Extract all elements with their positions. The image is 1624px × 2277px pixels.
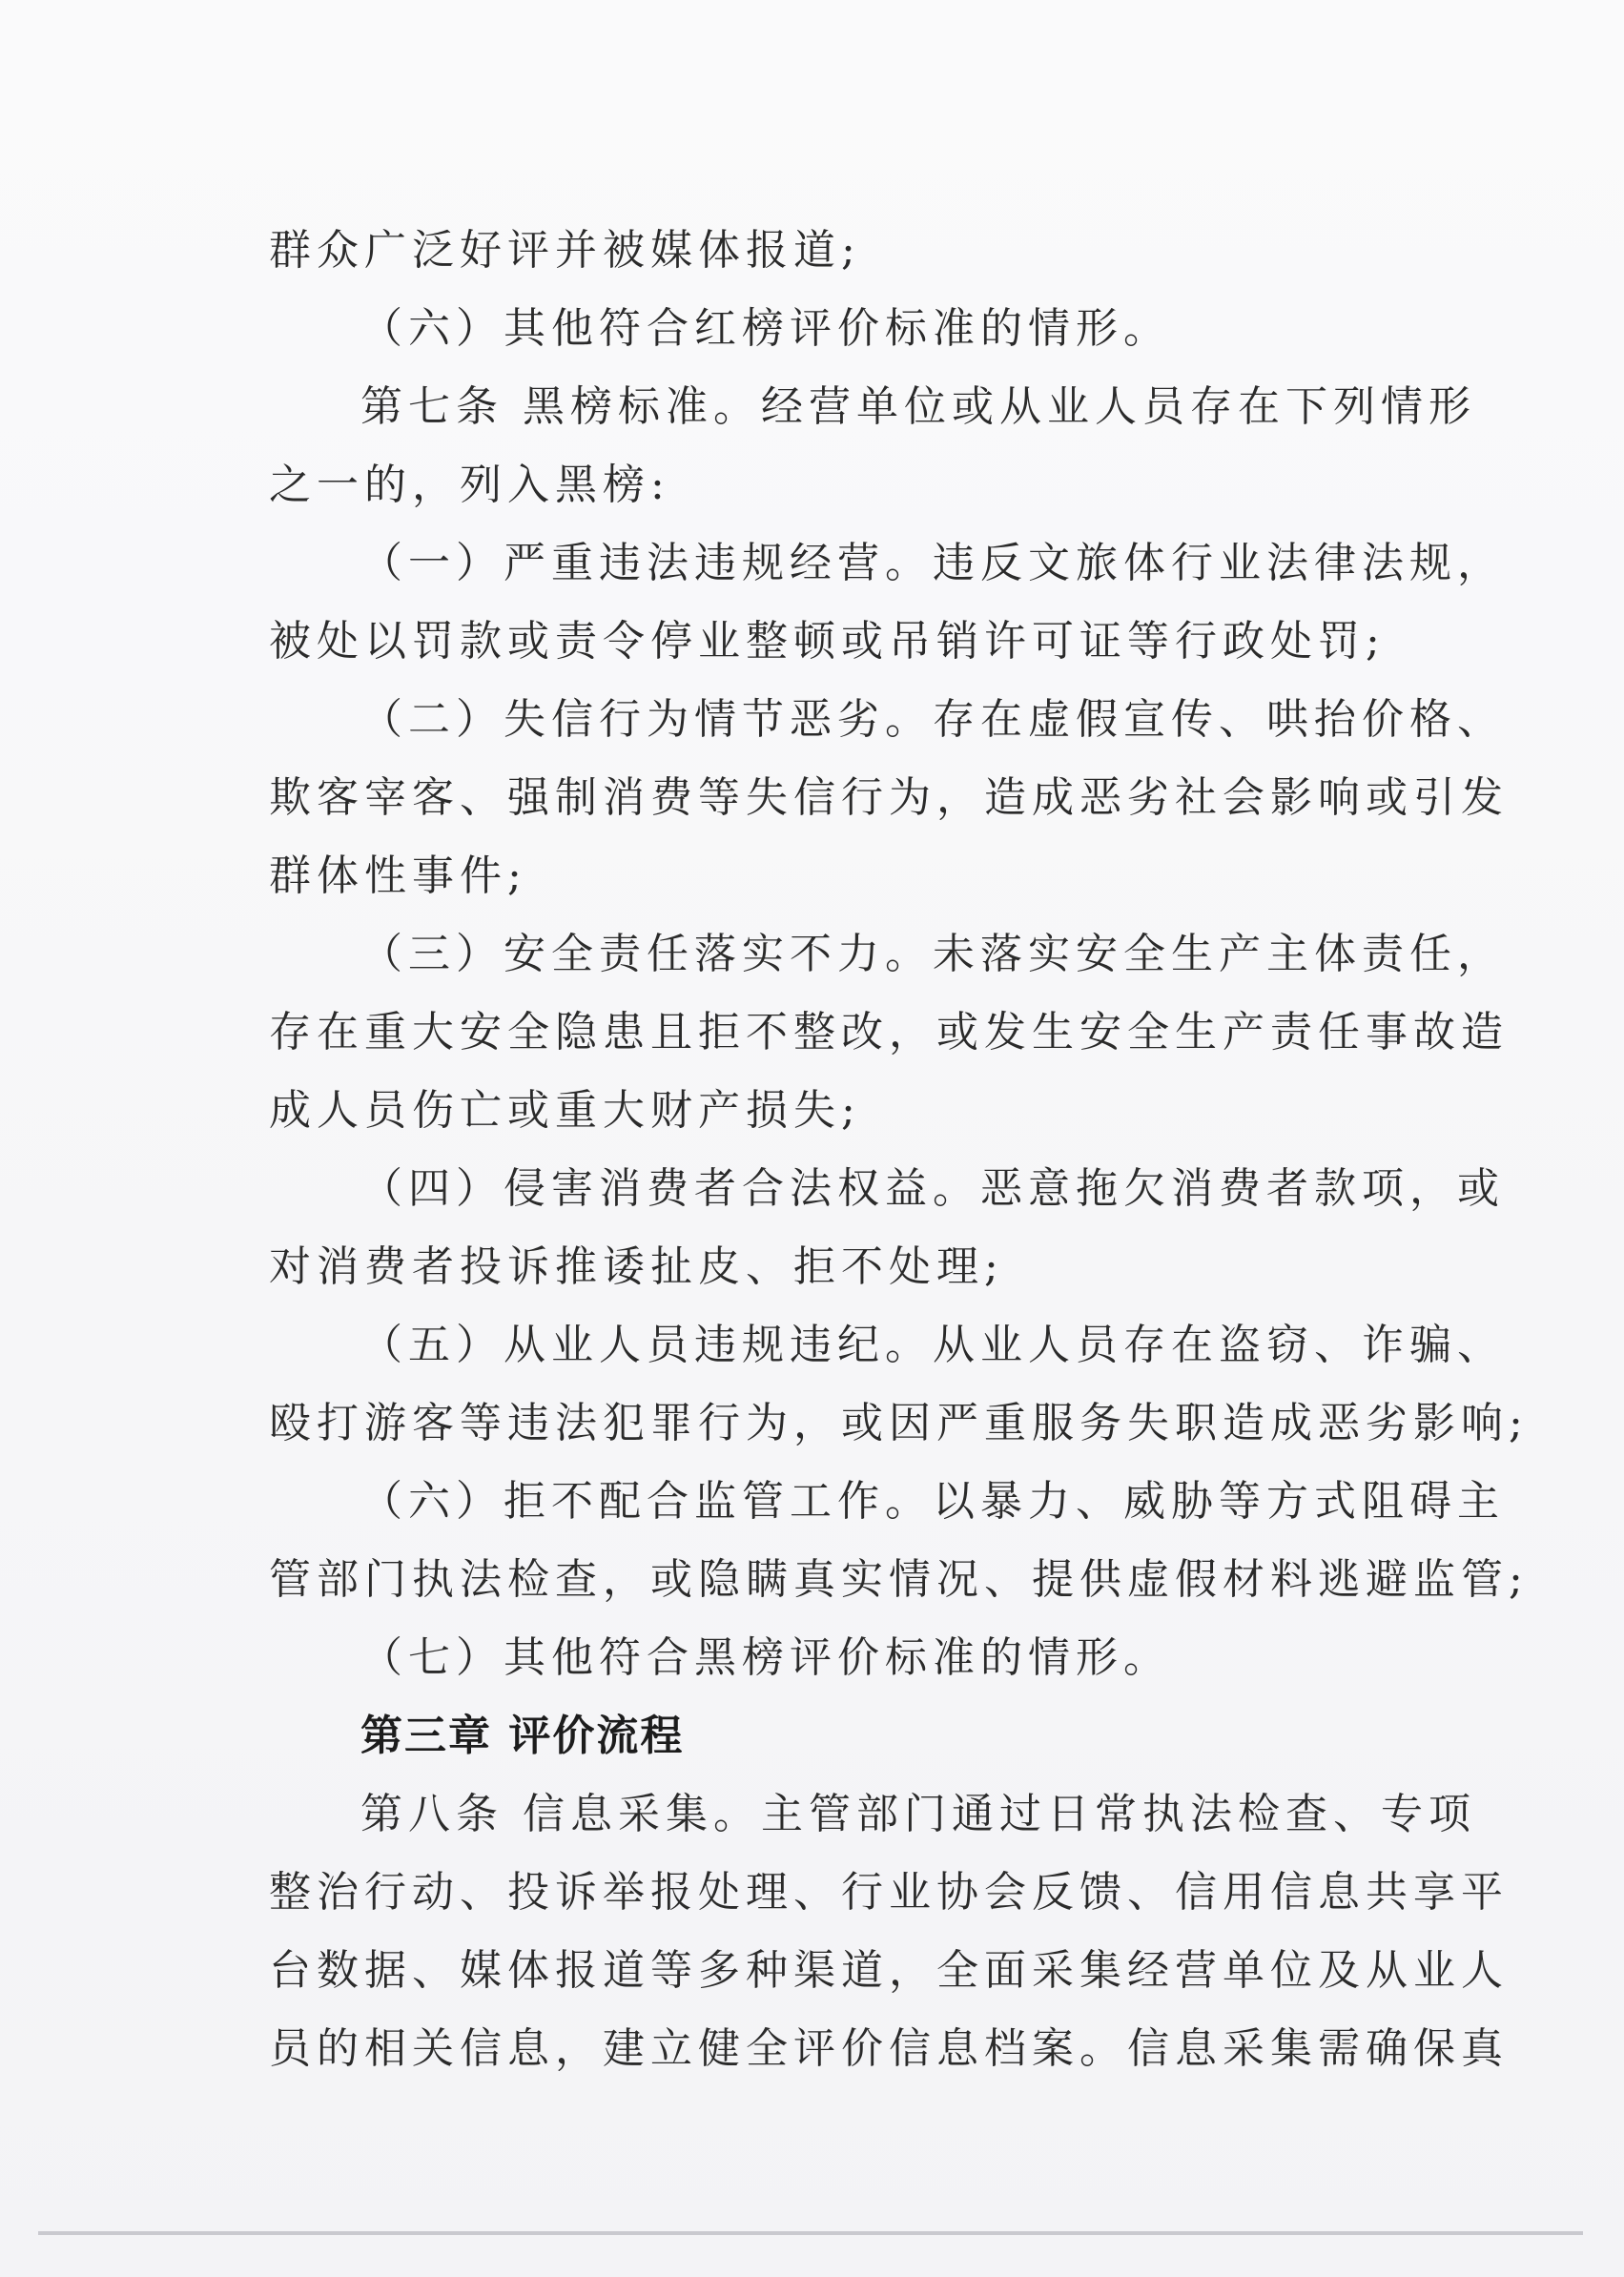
text-line: 欺客宰客、强制消费等失信行为，造成恶劣社会影响或引发	[269, 773, 1509, 822]
text-line: 管部门执法检查，或隐瞒真实情况、提供虚假材料逃避监管;	[269, 1555, 1529, 1604]
text-line: 第七条 黑榜标准。经营单位或从业人员存在下列情形	[360, 382, 1476, 431]
text-line: （一）严重违法违规经营。违反文旅体行业法律法规，	[360, 539, 1505, 587]
text-line: 整治行动、投诉举报处理、行业协会反馈、信用信息共享平	[269, 1868, 1509, 1917]
text-line: （五）从业人员违规违纪。从业人员存在盗窃、诈骗、	[360, 1321, 1505, 1369]
text-line: 殴打游客等违法犯罪行为，或因严重服务失职造成恶劣影响;	[269, 1399, 1529, 1447]
text-line: （二）失信行为情节恶劣。存在虚假宣传、哄抬价格、	[360, 695, 1505, 744]
text-line: 台数据、媒体报道等多种渠道，全面采集经营单位及从业人	[269, 1946, 1509, 1995]
text-line: 对消费者投诉推诿扯皮、拒不处理;	[269, 1242, 1004, 1291]
text-line: （六）拒不配合监管工作。以暴力、威胁等方式阻碍主	[360, 1477, 1505, 1526]
text-line: 群体性事件;	[269, 851, 527, 900]
text-line: 之一的，列入黑榜:	[269, 461, 670, 509]
text-line: 群众广泛好评并被媒体报道;	[269, 226, 861, 275]
text-line: （七）其他符合黑榜评价标准的情形。	[360, 1633, 1171, 1682]
text-line: 第八条 信息采集。主管部门通过日常执法检查、专项	[360, 1790, 1476, 1838]
text-line: 成人员伤亡或重大财产损失;	[269, 1086, 861, 1135]
document-body	[269, 212, 1529, 2088]
scan-edge-line	[38, 2231, 1583, 2235]
chapter-heading: 第三章 评价流程	[360, 1712, 685, 1760]
text-line: （六）其他符合红榜评价标准的情形。	[360, 304, 1171, 353]
text-line: （四）侵害消费者合法权益。恶意拖欠消费者款项，或	[360, 1164, 1505, 1213]
text-line: 被处以罚款或责令停业整顿或吊销许可证等行政处罚;	[269, 617, 1386, 666]
text-line: （三）安全责任落实不力。未落实安全生产主体责任，	[360, 930, 1505, 978]
text-line: 员的相关信息，建立健全评价信息档案。信息采集需确保真	[269, 2024, 1509, 2073]
text-line: 存在重大安全隐患且拒不整改，或发生安全生产责任事故造	[269, 1008, 1509, 1056]
